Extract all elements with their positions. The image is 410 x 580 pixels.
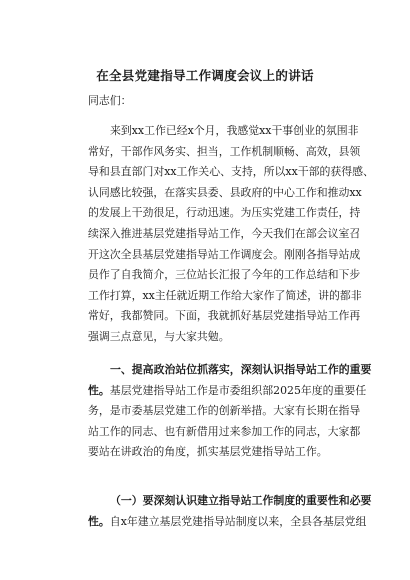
section-heading-1-cont: 性。 (88, 383, 110, 397)
paragraph-line: 的发展上干劲很足，行动迅速。为压实党建工作责任，持 (88, 206, 361, 220)
paragraph-line: 常好，干部作风务实、担当，工作机制顺畅、高效，县领 (88, 144, 361, 158)
paragraph-text: 基层党建指导站工作是市委组织部2025年度的重要任 (109, 383, 367, 397)
paragraph-line: 续深入推进基层党建指导站工作，今天我们在部会议室召 (88, 226, 361, 240)
paragraph-line: 常好，我都赞同。下面，我就抓好基层党建指导站工作再 (88, 309, 361, 323)
paragraph-line (88, 512, 367, 533)
subsection-heading-1-cont: 性。 (88, 514, 110, 528)
paragraph-1 (88, 121, 374, 348)
section-heading-1: 一、提高政治站位抓落实，深刻认识指导站工作的重要 (110, 363, 372, 376)
paragraph-3 (88, 491, 372, 532)
paragraph-line: 开这次全县基层党建指导站工作调度会。刚刚各指导站成 (88, 247, 361, 261)
paragraph-line: 工作打算，xx主任就近期工作给大家作了简述，讲的都非 (88, 288, 362, 302)
paragraph-line: 务，是市委基层党建工作的创新举措。大家有长期在指导 (88, 404, 361, 418)
paragraph-text: 自x年建立基层党建指导站制度以来，全县各基层党组 (109, 514, 367, 528)
paragraph-line: 站工作的同志、也有新借用过来参加工作的同志，大家都 (88, 424, 361, 438)
paragraph-line: 要站在讲政治的角度，抓实基层党建指导站工作。 (88, 445, 328, 459)
paragraph-line: 强调三点意见，与大家共勉。 (88, 329, 230, 343)
paragraph-line: 导和县直部门对xx工作关心、支持，所以xx干部的获得感、 (88, 165, 374, 179)
paragraph-line (88, 381, 367, 402)
document-title: 在全县党建指导工作调度会议上的讲话 (96, 68, 314, 83)
subsection-heading-1: （一）要深刻认识建立指导站工作制度的重要性和必要 (110, 494, 372, 507)
salutation: 同志们： (88, 94, 132, 107)
paragraph-line: 认同感比较强，在落实县委、县政府的中心工作和推动xx (88, 185, 362, 199)
paragraph-2 (88, 360, 372, 463)
paragraph-line: 来到xx工作已经x个月，我感觉xx干事创业的氛围非 (110, 124, 359, 137)
paragraph-line: 员作了自我简介，三位站长汇报了今年的工作总结和下步 (88, 268, 361, 282)
